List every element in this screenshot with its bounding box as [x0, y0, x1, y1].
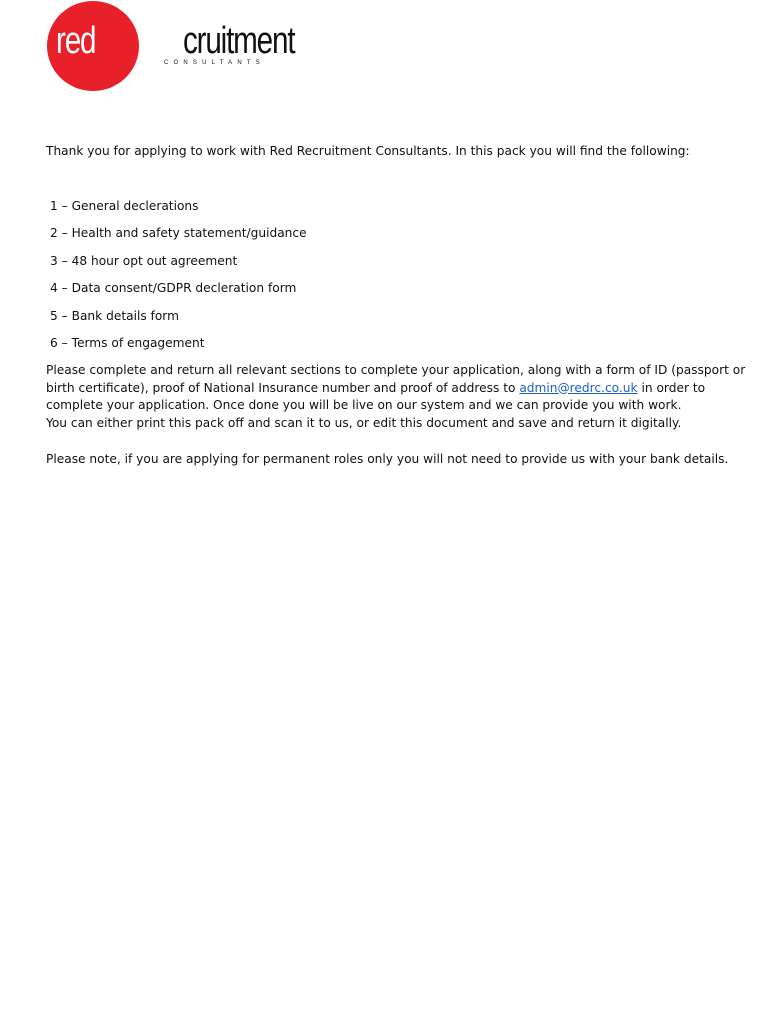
list-item: 1 – General declerations: [50, 199, 199, 213]
instructions-paragraph: [46, 362, 746, 432]
list-item: 5 – Bank details form: [50, 308, 179, 323]
company-logo: [47, 1, 295, 93]
list-item: 6 – Terms of engagement: [50, 335, 205, 350]
instructions-text: birth certificate), proof of National Insurance number and proof of address to: [46, 380, 520, 395]
logo-subtitle: CONSULTANTS: [164, 60, 265, 66]
pack-contents-list: [50, 198, 307, 362]
instructions-line: [46, 380, 736, 398]
instructions-line: Please complete and return all relevant sections to complete your application, along with a form of ID (passport or: [46, 363, 746, 377]
intro-paragraph: Thank you for applying to work with Red Recruitment Consultants. In this pack you will find the following:: [46, 144, 690, 158]
instructions-text: in order to: [637, 380, 706, 395]
logo-word-red: red: [56, 20, 96, 62]
list-item: 3 – 48 hour opt out agreement: [50, 253, 238, 268]
logo-word-re: re: [159, 20, 184, 62]
logo-word-cruitment: cruitment: [183, 20, 295, 62]
logo-word-recruitment: [159, 22, 294, 60]
list-item: 4 – Data consent/GDPR decleration form: [50, 281, 297, 296]
instructions-line: complete your application. Once done you will be live on our system and we can provide you with work.: [46, 398, 682, 412]
bank-details-note: Please note, if you are applying for permanent roles only you will not need to provide us with your bank details.: [46, 452, 729, 466]
list-item: 2 – Health and safety statement/guidance: [50, 226, 307, 241]
instructions-line: You can either print this pack off and scan it to us, or edit this document and save and return it digitally.: [46, 415, 682, 430]
email-link[interactable]: admin@redrc.co.uk: [519, 380, 638, 395]
